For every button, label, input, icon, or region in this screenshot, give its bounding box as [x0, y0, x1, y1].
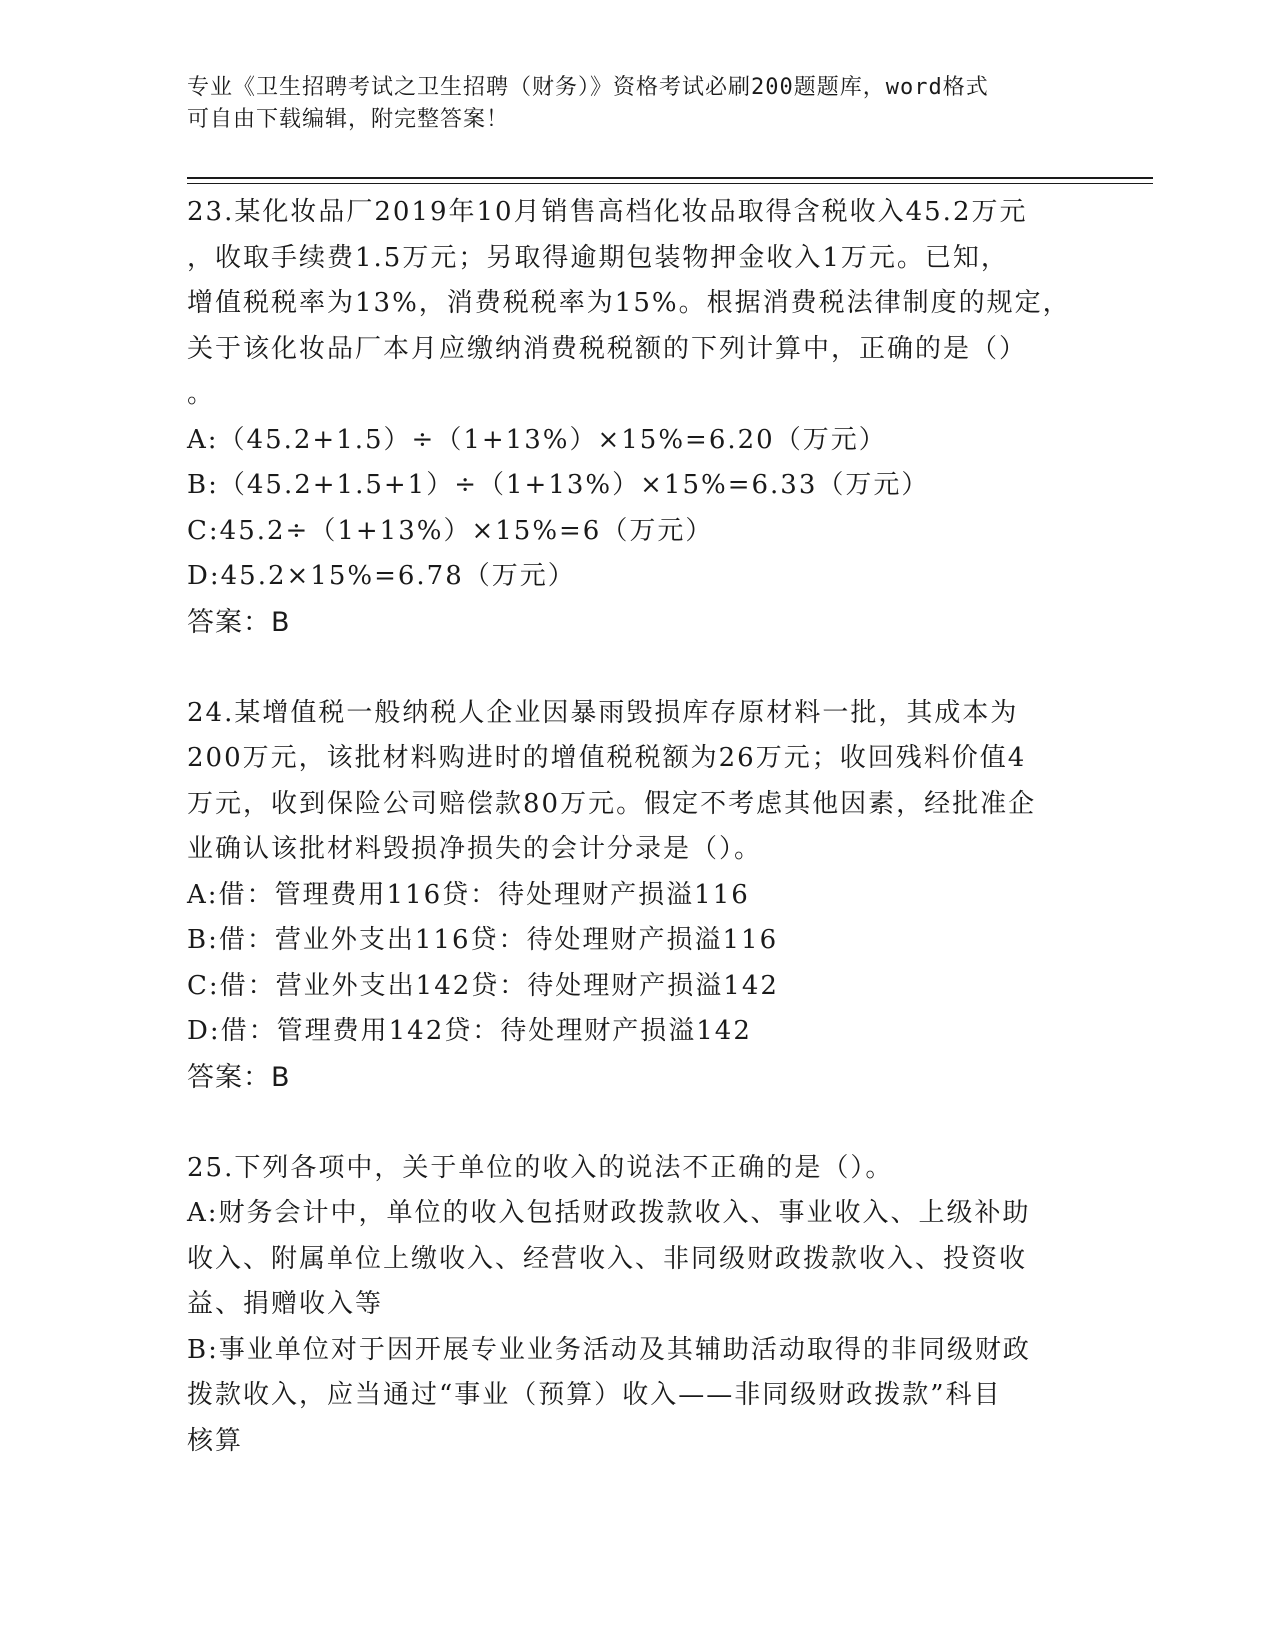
option-b-continued: 核算: [187, 1425, 244, 1456]
question-stem-line: 增值税税率为13%，消费税税率为15%。根据消费税法律制度的规定，: [187, 288, 1071, 318]
header-title-line-2: 可自由下载编辑，附完整答案！: [187, 107, 510, 132]
question-stem-line: 关于该化妆品厂本月应缴纳消费税税额的下列计算中，正确的是（）: [187, 333, 1028, 364]
option-a: A:借：管理费用116贷：待处理财产损溢116: [187, 879, 750, 910]
option-c: C:借：营业外支出142贷：待处理财产损溢142: [187, 970, 779, 1001]
question-stem-line: 24.某增值税一般纳税人企业因暴雨毁损库存原材料一批，其成本为: [187, 697, 1019, 728]
option-d: D:借：管理费用142贷：待处理财产损溢142: [187, 1016, 752, 1046]
option-b: B:借：营业外支出116贷：待处理财产损溢116: [187, 925, 779, 955]
option-a: A:（45.2+1.5）÷（1+13%）×15%=6.20（万元）: [187, 424, 887, 455]
option-b: B:（45.2+1.5+1）÷（1+13%）×15%=6.33（万元）: [187, 470, 930, 500]
header-title-line-1: 专业《卫生招聘考试之卫生招聘（财务）》资格考试必刷200题题库，word格式: [187, 75, 989, 100]
option-a-continued: 收入、附属单位上缴收入、经营收入、非同级财政拨款收入、投资收: [187, 1243, 1028, 1274]
answer-label: 答案：B: [187, 606, 291, 638]
question-23: [187, 190, 1087, 645]
question-stem-line: 。: [187, 379, 216, 409]
question-spacer: [187, 1100, 1087, 1146]
question-25: [187, 1146, 1087, 1465]
answer-label: 答案：B: [187, 1061, 291, 1093]
option-c: C:45.2÷（1+13%）×15%=6（万元）: [187, 515, 714, 546]
option-b: B:事业单位对于因开展专业业务活动及其辅助活动取得的非同级财政: [187, 1334, 1031, 1365]
header-divider-thick: [187, 177, 1153, 179]
option-a-continued: 益、捐赠收入等: [187, 1289, 384, 1319]
question-stem-line: 200万元，该批材料购进时的增值税税额为26万元；收回残料价值4: [187, 743, 1027, 773]
header-divider-thin: [187, 183, 1153, 184]
question-stem-line: 业确认该批材料毁损净损失的会计分录是（）。: [187, 834, 763, 864]
question-list: [187, 190, 1087, 1464]
question-stem-line: 23.某化妆品厂2019年10月销售高档化妆品取得含税收入45.2万元: [187, 197, 1028, 227]
option-a: A:财务会计中，单位的收入包括财政拨款收入、事业收入、上级补助: [187, 1198, 1031, 1228]
question-stem-line: ，收取手续费1.5万元；另取得逾期包装物押金收入1万元。已知，: [187, 242, 1009, 273]
question-spacer: [187, 645, 1087, 691]
option-b-continued: 拨款收入，应当通过“事业（预算）收入——非同级财政拨款”科目: [187, 1380, 1002, 1410]
document-header: [187, 72, 1067, 136]
question-stem-line: 25.下列各项中，关于单位的收入的说法不正确的是（）。: [187, 1152, 894, 1183]
question-stem-line: 万元，收到保险公司赔偿款80万元。假定不考虑其他因素，经批准企: [187, 788, 1037, 819]
question-24: [187, 691, 1087, 1101]
option-d: D:45.2×15%=6.78（万元）: [187, 561, 576, 591]
